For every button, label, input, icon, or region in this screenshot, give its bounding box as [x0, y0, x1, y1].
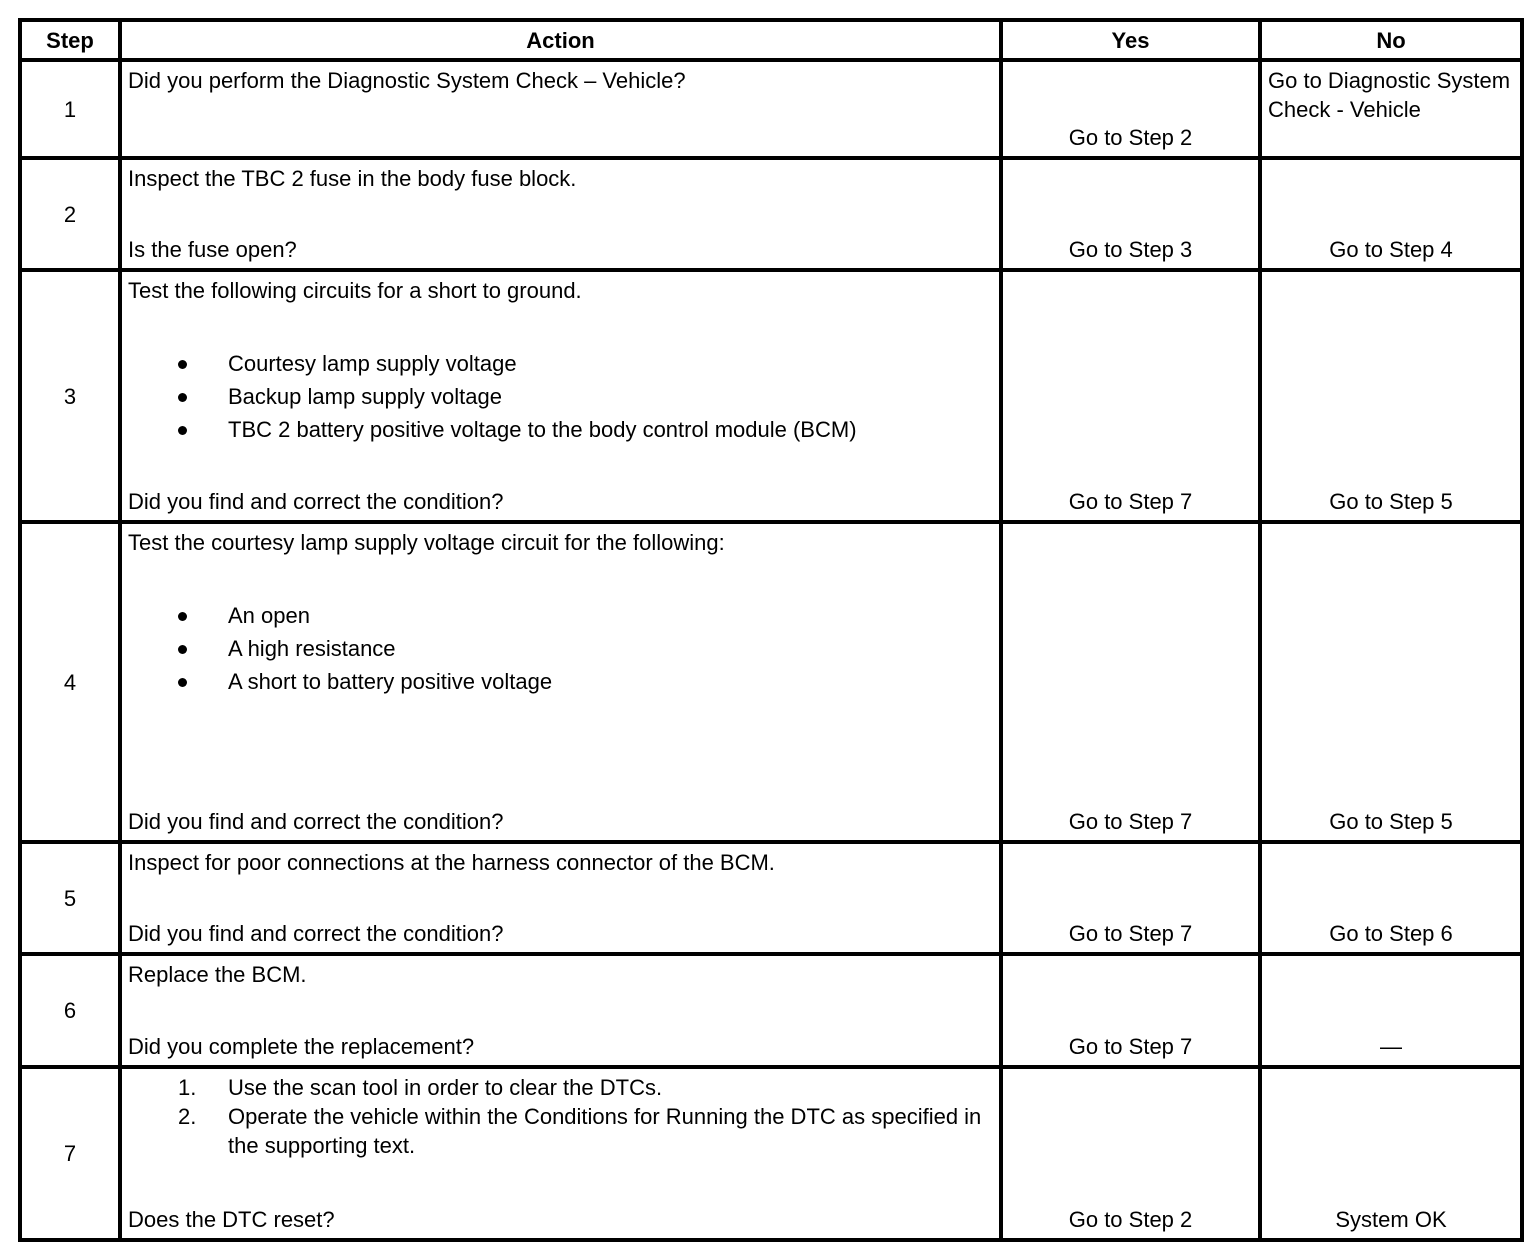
step-number: 2: [20, 158, 120, 270]
yes-cell: Go to Step 2: [1001, 1067, 1260, 1240]
list-item: [128, 632, 993, 665]
action-question: Did you find and correct the condition?: [128, 921, 504, 946]
list-item-text: A high resistance: [228, 636, 396, 661]
table-row: [20, 270, 1522, 522]
action-cell: [120, 1067, 1001, 1240]
bullet-icon: [178, 393, 187, 402]
list-item: [128, 665, 993, 698]
action-text: Inspect the TBC 2 fuse in the body fuse block.: [128, 166, 577, 191]
yes-cell: Go to Step 7: [1001, 842, 1260, 954]
table-row: [20, 954, 1522, 1067]
no-cell: —: [1260, 954, 1522, 1067]
yes-cell: Go to Step 7: [1001, 954, 1260, 1067]
diagnostic-table: [18, 18, 1524, 1242]
list-item: [128, 1073, 993, 1102]
no-cell: Go to Diagnostic System Check - Vehicle: [1260, 60, 1522, 158]
action-cell: [120, 158, 1001, 270]
yes-cell: Go to Step 7: [1001, 270, 1260, 522]
action-cell: [120, 842, 1001, 954]
bullet-icon: [178, 426, 187, 435]
no-cell: System OK: [1260, 1067, 1522, 1240]
list-item-text: Use the scan tool in order to clear the DTCs.: [228, 1075, 663, 1100]
table-row: [20, 842, 1522, 954]
bullet-list: [128, 347, 993, 446]
list-item: [128, 1102, 993, 1160]
action-cell: [120, 954, 1001, 1067]
yes-cell: Go to Step 7: [1001, 522, 1260, 842]
no-cell: Go to Step 5: [1260, 270, 1522, 522]
action-text: Inspect for poor connections at the harness connector of the BCM.: [128, 850, 775, 875]
no-cell: Go to Step 6: [1260, 842, 1522, 954]
table-row: [20, 158, 1522, 270]
action-question: Did you find and correct the condition?: [128, 489, 504, 514]
action-text: Did you perform the Diagnostic System Check – Vehicle?: [128, 68, 686, 93]
yes-cell: Go to Step 3: [1001, 158, 1260, 270]
action-text: Replace the BCM.: [128, 962, 307, 987]
header-row: [20, 20, 1522, 60]
numbered-list: [128, 1073, 993, 1160]
action-question: Did you find and correct the condition?: [128, 809, 504, 834]
header-action: Action: [120, 20, 1001, 60]
action-question: Does the DTC reset?: [128, 1207, 335, 1232]
action-cell: [120, 270, 1001, 522]
table-row: [20, 1067, 1522, 1240]
step-number: 3: [20, 270, 120, 522]
step-number: 6: [20, 954, 120, 1067]
no-cell: Go to Step 4: [1260, 158, 1522, 270]
bullet-icon: [178, 645, 187, 654]
list-item: [128, 380, 993, 413]
bullet-icon: [178, 360, 187, 369]
step-number: 7: [20, 1067, 120, 1240]
step-number: 5: [20, 842, 120, 954]
list-item-text: Courtesy lamp supply voltage: [228, 351, 517, 376]
list-item-text: Backup lamp supply voltage: [228, 384, 502, 409]
table-row: [20, 522, 1522, 842]
header-step: Step: [20, 20, 120, 60]
action-cell: [120, 522, 1001, 842]
action-question: Is the fuse open?: [128, 237, 297, 262]
bullet-list: [128, 599, 993, 698]
action-text: Test the courtesy lamp supply voltage circuit for the following:: [128, 530, 725, 555]
list-item: [128, 347, 993, 380]
list-item-text: TBC 2 battery positive voltage to the body control module (BCM): [228, 417, 857, 442]
header-no: No: [1260, 20, 1522, 60]
action-text: Test the following circuits for a short to ground.: [128, 278, 582, 303]
list-item: [128, 413, 993, 446]
action-question: Did you complete the replacement?: [128, 1034, 475, 1059]
list-item-text: Operate the vehicle within the Conditions for Running the DTC as specified in the supporting text.: [228, 1104, 982, 1158]
bullet-icon: [178, 678, 187, 687]
step-number: 4: [20, 522, 120, 842]
list-number: 2.: [178, 1104, 197, 1129]
header-yes: Yes: [1001, 20, 1260, 60]
list-item-text: A short to battery positive voltage: [228, 669, 553, 694]
list-number: 1.: [178, 1075, 197, 1100]
no-cell: Go to Step 5: [1260, 522, 1522, 842]
step-number: 1: [20, 60, 120, 158]
list-item-text: An open: [228, 603, 310, 628]
list-item: [128, 599, 993, 632]
table-row: [20, 60, 1522, 158]
bullet-icon: [178, 612, 187, 621]
action-cell: [120, 60, 1001, 158]
yes-cell: Go to Step 2: [1001, 60, 1260, 158]
